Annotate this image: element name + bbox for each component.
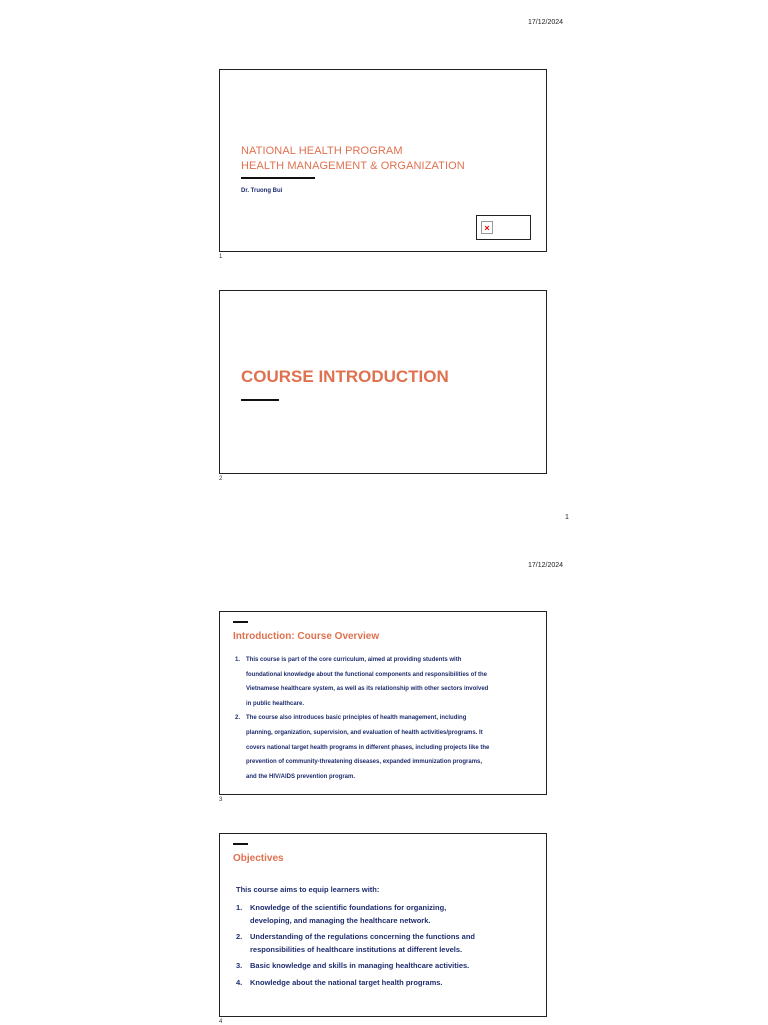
- section-title: COURSE INTRODUCTION: [241, 367, 449, 386]
- overview-list: [235, 653, 540, 784]
- list-item: 1. This course is part of the core curriculum, aimed at providing students with foundational knowledge about the functional components and responsibilities of the Vietnamese healthcare system, as well as its relationship with other sectors involved in public healthcare.: [235, 657, 489, 707]
- list-item: 1. Knowledge of the scientific foundations for organizing, developing, and managing the healthcare network.: [236, 903, 447, 925]
- slide-title: [219, 69, 547, 252]
- slide-title-line-1: NATIONAL HEALTH PROGRAM: [241, 145, 403, 157]
- list-item: 2. Understanding of the regulations concerning the functions and responsibilities of healthcare institutions at different levels.: [236, 932, 476, 954]
- page-date: 17/12/2024: [528, 19, 564, 26]
- title-underline: [241, 399, 279, 401]
- page-date: 17/12/2024: [528, 562, 564, 569]
- slide-author: Dr. Truong Bui: [241, 188, 283, 194]
- slide-heading: Introduction: Course Overview: [233, 631, 380, 642]
- slide-objectives: [219, 833, 547, 1017]
- slide-number: 3: [219, 797, 223, 803]
- slide-number: 4: [219, 1019, 223, 1025]
- objectives-list: [236, 902, 541, 993]
- slide-number: 1: [219, 254, 223, 260]
- logo-placeholder: [476, 215, 531, 240]
- slide-course-introduction: [219, 290, 547, 474]
- list-item: 4. Knowledge about the national target health programs.: [236, 977, 443, 987]
- list-item: 2. The course also introduces basic principles of health management, including planning, organization, supervision, and evaluation of health activities/programs. It covers national target health programs in different phases, including projects like the prevention of community-threatening diseases, expanded immunization programs, and the HIV/AIDS prevention program.: [235, 715, 490, 780]
- accent-bar: [233, 621, 248, 623]
- slide-heading: Objectives: [233, 853, 284, 864]
- title-underline: [241, 177, 315, 179]
- slide-course-overview: [219, 611, 547, 795]
- slide-title-line-2: HEALTH MANAGEMENT & ORGANIZATION: [241, 160, 465, 172]
- page-number: 1: [565, 514, 569, 521]
- objectives-intro: This course aims to equip learners with:: [236, 885, 380, 894]
- accent-bar: [233, 843, 248, 845]
- list-item: 3. Basic knowledge and skills in managing healthcare activities.: [236, 961, 470, 970]
- broken-image-icon: ×: [481, 221, 493, 234]
- slide-number: 2: [219, 476, 223, 482]
